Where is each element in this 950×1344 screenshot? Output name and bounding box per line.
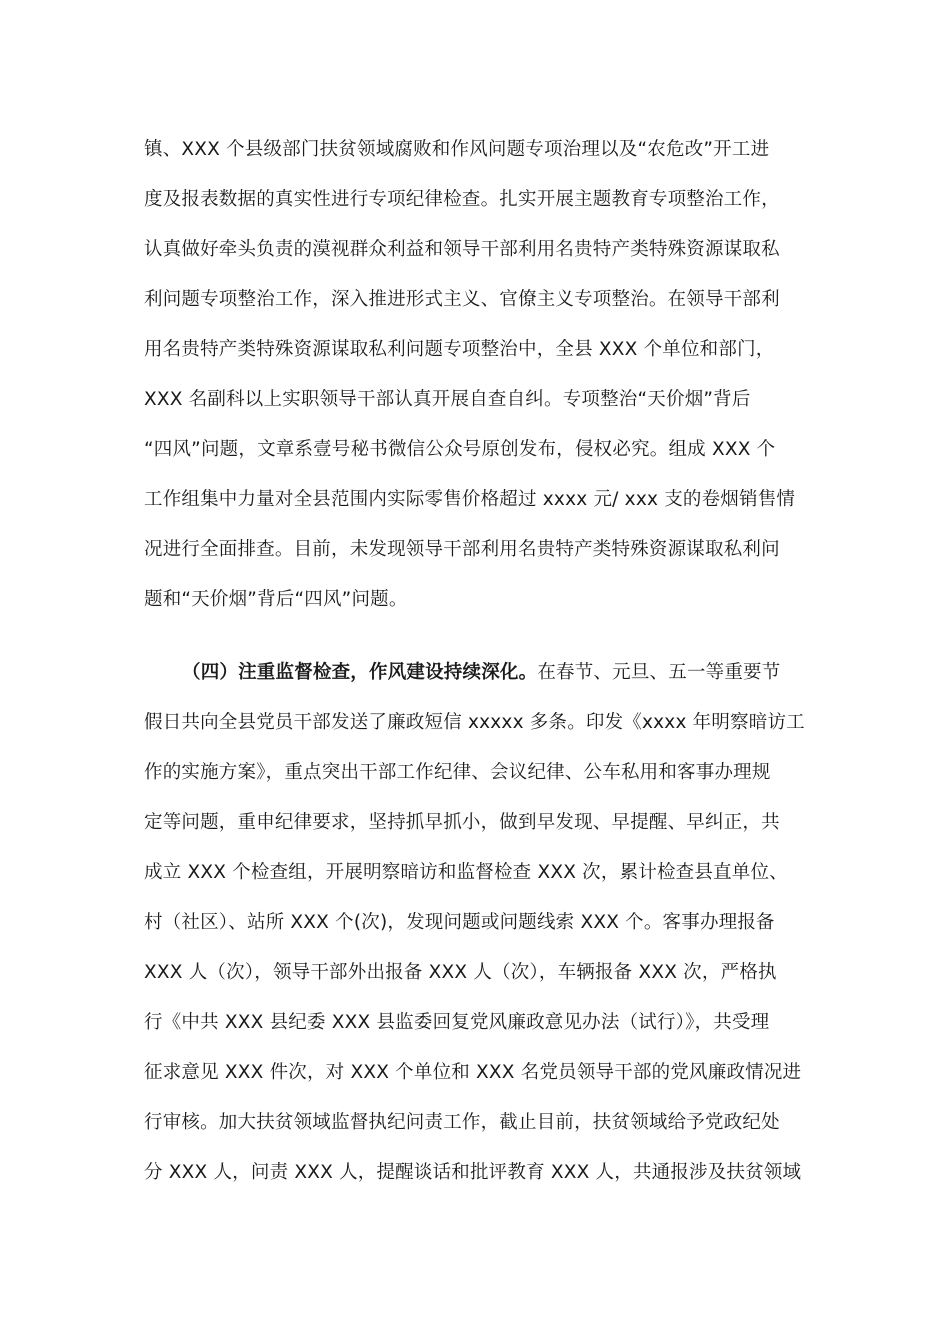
paragraph-2-line-9: 征求意见 XXX 件次，对 XXX 个单位和 XXX 名党员领导干部的党风廉政情况进: [144, 1062, 802, 1083]
section-heading: （四）注重监督检查，作风建设持续深化。: [182, 662, 538, 683]
paragraph-2-line-11: 分 XXX 人，问责 XXX 人，提醒谈话和批评教育 XXX 人，共通报涉及扶贫领域: [144, 1162, 802, 1183]
paragraph-1-line-2: 度及报表数据的真实性进行专项纪律检查。扎实开展主题教育专项整治工作，: [144, 189, 780, 210]
paragraph-1-line-6: XXX 名副科以上实职领导干部认真开展自查自纠。专项整治“天价烟”背后: [144, 389, 751, 410]
paragraph-1-line-10: 题和“天价烟”背后“四风”问题。: [144, 589, 408, 610]
paragraph-2-line-5: 成立 XXX 个检查组，开展明察暗访和监督检查 XXX 次，累计检查县直单位、: [144, 862, 788, 883]
paragraph-2-first-line: [182, 657, 780, 689]
paragraph-2-line-2: 假日共向全县党员干部发送了廉政短信 xxxxx 多条。印发《xxxx 年明察暗访工: [144, 712, 805, 733]
paragraph-1-line-3: 认真做好牵头负责的漠视群众利益和领导干部利用名贵特产类特殊资源谋取私: [144, 239, 780, 260]
paragraph-1-line-5: 用名贵特产类特殊资源谋取私利问题专项整治中，全县 XXX 个单位和部门，: [144, 339, 775, 360]
paragraph-2-line-8: 行《中共 XXX 县纪委 XXX 县监委回复党风廉政意见办法（试行）》，共受理: [144, 1012, 770, 1033]
paragraph-1-line-9: 况进行全面排查。目前，未发现领导干部利用名贵特产类特殊资源谋取私利问: [144, 539, 780, 560]
paragraph-2-line-6: 村（社区）、站所 XXX 个(次)，发现问题或问题线索 XXX 个。客事办理报备: [144, 912, 775, 933]
paragraph-1-line-1: 镇、XXX 个县级部门扶贫领域腐败和作风问题专项治理以及“农危改”开工进: [144, 139, 770, 160]
paragraph-1-line-4: 利问题专项整治工作，深入推进形式主义、官僚主义专项整治。在领导干部利: [144, 289, 780, 310]
paragraph-2-line-4: 定等问题，重申纪律要求，坚持抓早抓小，做到早发现、早提醒、早纠正，共: [144, 812, 780, 833]
paragraph-1-line-8: 工作组集中力量对全县范围内实际零售价格超过 xxxx 元/ xxx 支的卷烟销售情: [144, 489, 796, 510]
paragraph-1-line-7: “四风”问题，文章系壹号秘书微信公众号原创发布，侵权必究。组成 XXX 个: [144, 439, 776, 460]
paragraph-2-line-3: 作的实施方案》，重点突出干部工作纪律、会议纪律、公车私用和客事办理规: [144, 762, 771, 783]
paragraph-2-line-10: 行审核。加大扶贫领域监督执纪问责工作，截止目前，扶贫领域给予党政纪处: [144, 1112, 780, 1133]
paragraph-2-first-line-rest: 在春节、元旦、五一等重要节: [537, 662, 781, 683]
paragraph-2-line-7: XXX 人（次），领导干部外出报备 XXX 人（次），车辆报备 XXX 次，严格执: [144, 962, 777, 983]
